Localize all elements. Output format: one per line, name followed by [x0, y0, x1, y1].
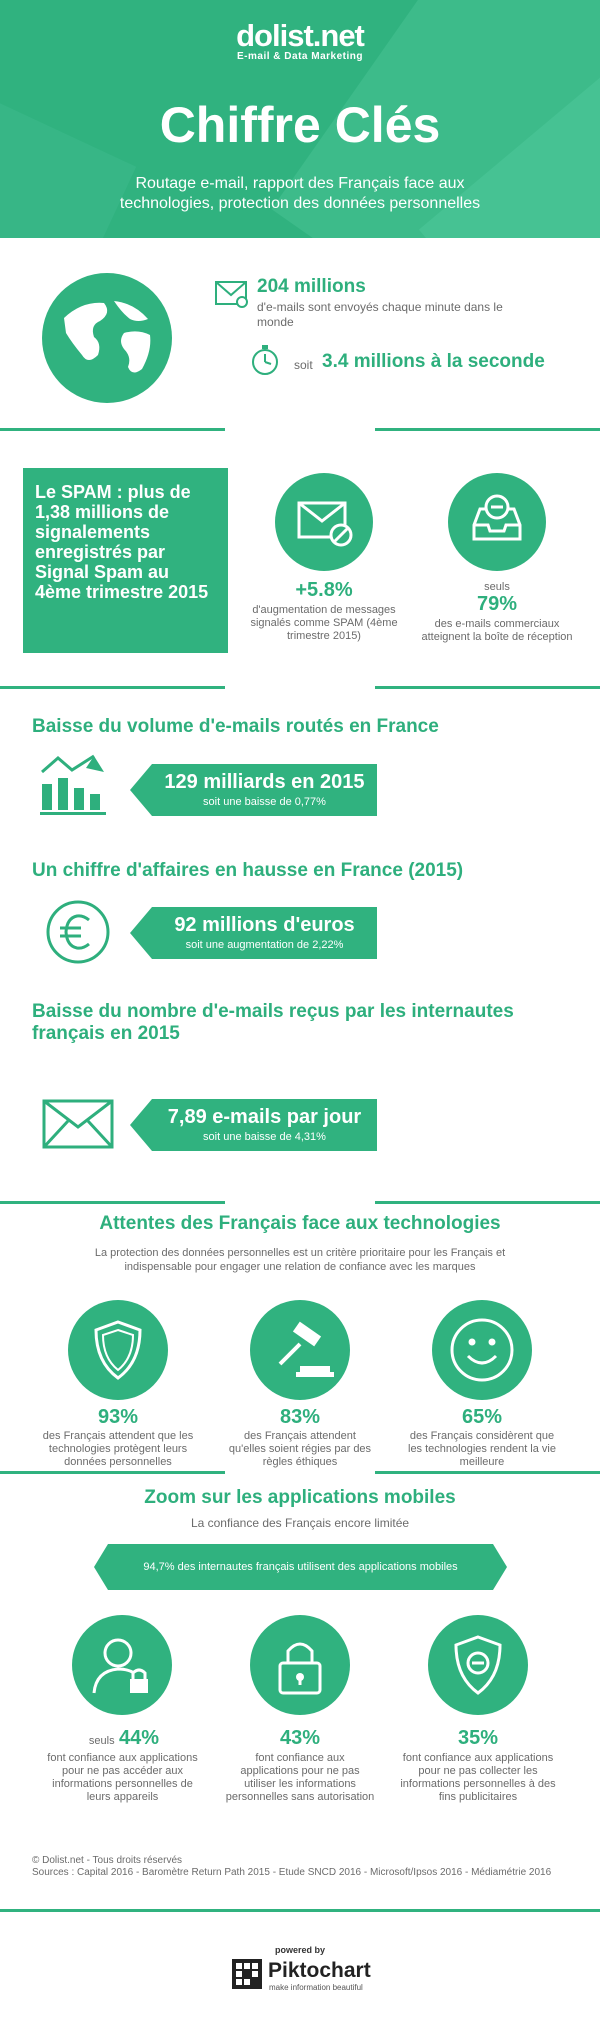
spam-box-text: Le SPAM : plus de 1,38 millions de signalements enregistrés par Signal Spam au 4ème trimestre 2015 [35, 482, 209, 602]
revenue-sub: soit une augmentation de 2,22% [185, 939, 344, 951]
spam-stat2-prefix: seuls [484, 581, 510, 593]
tech-intro: La protection des données personnelles est un critère prioritaire pour les Français et indispensable pour engager une relation de confiance avec les marques [94, 1247, 506, 1273]
volume-banner [152, 764, 377, 816]
sources: Sources : Capital 2016 - Baromètre Return Path 2015 - Etude SNCD 2016 - Microsoft/Ipsos 2016 - Médiamétrie 2016 [32, 1867, 552, 1878]
page-subtitle: Routage e-mail, rapport des Français face aux technologies, protection des données personnelles [119, 175, 481, 212]
footer-divider [0, 1909, 600, 1912]
piktochart-tagline: make information beautiful [269, 1983, 363, 1992]
tech-text-3: des Français considèrent que les technologies rendent la vie meilleure [408, 1430, 556, 1468]
spam-stat2-text: des e-mails commerciaux atteignent la boîte de réception [421, 618, 573, 643]
mobile-section [0, 1474, 600, 1879]
received-value: 7,89 e-mails par jour [167, 1106, 362, 1128]
revenue-title: Un chiffre d'affaires en hausse en France (2015) [32, 860, 464, 881]
shield-minus-icon [428, 1615, 528, 1715]
tech-text-1: des Français attendent que les technologies protègent leurs données personnelles [42, 1430, 194, 1468]
email-stats-section [0, 238, 600, 428]
mobile-subtitle: La confiance des Français encore limitée [190, 1516, 410, 1530]
spam-stat1-value: +5.8% [295, 579, 353, 601]
inbox-icon [448, 473, 546, 571]
tech-value-2: 83% [279, 1406, 321, 1428]
piktochart-icon [232, 1959, 262, 1989]
mobile-value-2: 43% [279, 1727, 321, 1749]
gavel-icon [250, 1300, 350, 1400]
envelope-block-icon [275, 473, 373, 571]
mobile-text-1: font confiance aux applications pour ne pas accéder aux informations personnelles de leurs appareils [47, 1752, 198, 1803]
received-title: Baisse du nombre d'e-mails reçus par les internautes français en 2015 [32, 1001, 514, 1044]
mobile-text-3: font confiance aux applications pour ne pas collecter les informations personnelles à des fins publicitaires [400, 1752, 556, 1803]
user-lock-icon [72, 1615, 172, 1715]
spam-section [0, 431, 600, 686]
smiley-icon [432, 1300, 532, 1400]
euro-icon [45, 899, 111, 970]
mobile-banner-text: 94,7% des internautes français utilisent des applications mobiles [143, 1561, 458, 1573]
envelope-icon [42, 1099, 114, 1154]
header [0, 0, 600, 238]
brand-logo[interactable] [0, 18, 600, 62]
spam-stat2-value: 79% [476, 593, 518, 615]
mobile-prefix-1: seuls [88, 1735, 115, 1747]
mobile-text-2: font confiance aux applications pour ne pas utiliser les informations personnelles sans autorisation [225, 1752, 375, 1803]
received-sub: soit une baisse de 4,31% [203, 1131, 326, 1143]
mobile-value-3: 35% [457, 1727, 499, 1749]
brand-name: dolist.net [236, 18, 364, 53]
piktochart-name: Piktochart [268, 1959, 371, 1982]
mobile-value-1: 44% [119, 1727, 160, 1749]
tech-value-3: 65% [461, 1406, 503, 1428]
mobile-title: Zoom sur les applications mobiles [144, 1487, 456, 1508]
per-minute-text: d'e-mails sont envoyés chaque minute dans le monde [257, 300, 503, 329]
per-second-prefix: soit [294, 358, 313, 372]
revenue-banner [152, 907, 377, 959]
revenue-value: 92 millions d'euros [174, 914, 355, 936]
page-title: Chiffre Clés [159, 97, 441, 153]
globe-icon [42, 273, 172, 403]
tech-section [0, 1204, 600, 1471]
tech-title: Attentes des Français face aux technologies [99, 1213, 501, 1234]
volume-sub: soit une baisse de 0,77% [203, 796, 326, 808]
per-minute-value: 204 millions [257, 276, 366, 297]
padlock-icon [250, 1615, 350, 1715]
tech-text-2: des Français attendent qu'elles soient régies par des règles éthiques [228, 1430, 372, 1468]
received-banner [152, 1099, 377, 1151]
shield-icon [68, 1300, 168, 1400]
footer [0, 1879, 600, 2023]
envelope-icon [215, 278, 249, 313]
brand-tagline: E-mail & Data Marketing [237, 51, 363, 62]
volume-title: Baisse du volume d'e-mails routés en France [32, 716, 439, 737]
france-section [0, 689, 600, 1201]
stopwatch-icon [250, 343, 280, 382]
per-second-value: 3.4 millions à la seconde [322, 351, 545, 372]
spam-stat1-text: d'augmentation de messages signalés comme SPAM (4ème trimestre 2015) [250, 604, 398, 642]
tech-value-1: 93% [97, 1406, 139, 1428]
chart-down-icon [40, 754, 110, 821]
powered-by: powered by [274, 1945, 325, 1955]
mobile-banner [108, 1544, 493, 1590]
mobile-stat-1 [84, 1727, 164, 1750]
copyright: © Dolist.net - Tous droits réservés [32, 1855, 183, 1866]
spam-box [23, 468, 228, 653]
volume-value: 129 milliards en 2015 [164, 771, 365, 793]
